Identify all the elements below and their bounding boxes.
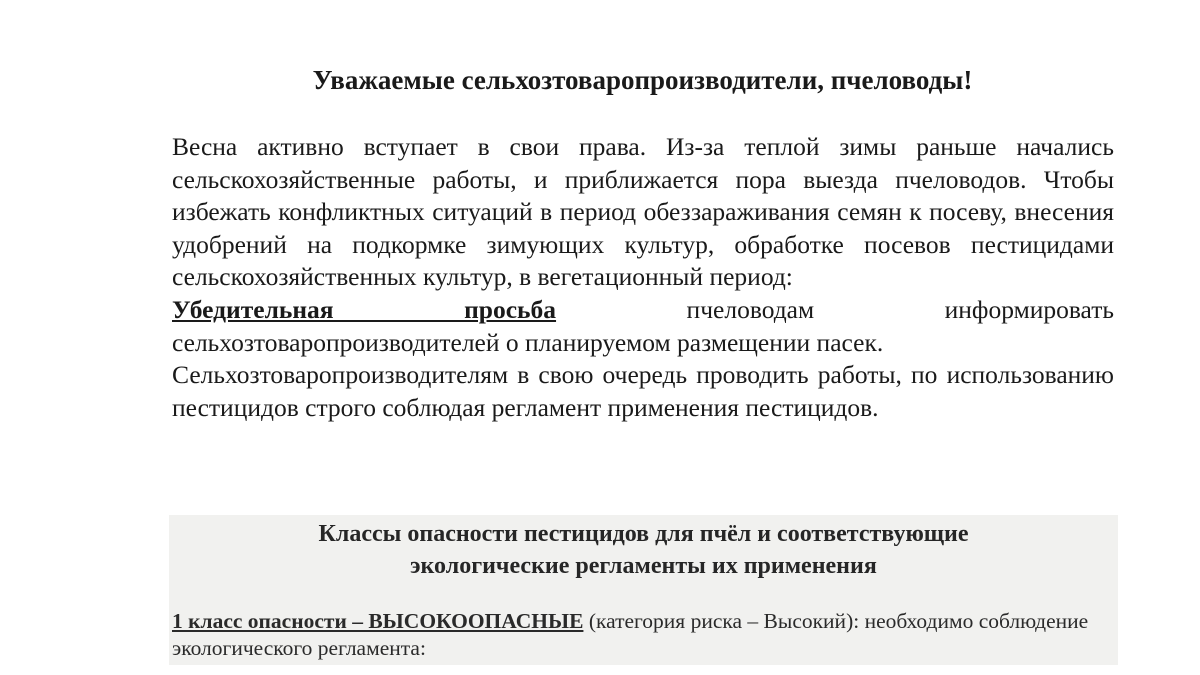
panel-title (169, 518, 1118, 582)
hazard-classes-panel (169, 515, 1118, 665)
intro-paragraph: Весна активно вступает в свои права. Из-за теплой зимы раньше начались сельскохозяйственные работы, и приближается пора выезда пчеловодов. Чтобы избежать конфликтных ситуаций в период обеззараживания семян к посеву, внесения удобрений на подкормке зимующих культур, обработке посевов пестицидами сельскохозяйственных культур, в вегетационный период: (172, 132, 1114, 292)
panel-title-line-2: экологические регламенты их применения (410, 553, 877, 579)
appeal-line-1 (172, 294, 1114, 327)
appeal-heading: Убедительная просьба (172, 294, 557, 324)
page-title: Уважаемые сельхозтоваропроизводители, пчеловоды! (312, 65, 973, 95)
class-1-description (172, 608, 1102, 662)
document-body (172, 131, 1114, 424)
producers-paragraph: Сельхозтоваропроизводителям в свою очередь проводить работы, по использованию пестицидов строго соблюдая регламент применения пестицидов. (172, 360, 1114, 422)
panel-title-line-1: Классы опасности пестицидов для пчёл и соответствующие (318, 521, 969, 547)
appeal-line-1-text: пчеловодам информировать (556, 294, 1114, 324)
class-1-heading: 1 класс опасности – ВЫСОКООПАСНЫЕ (172, 609, 584, 633)
appeal-line-2: сельхозтоваропроизводителей о планируемом размещении пасек. (172, 327, 884, 357)
class-1-text: (категория риска – Высокий): необходимо соблюдение экологического регламента: (172, 609, 1089, 660)
